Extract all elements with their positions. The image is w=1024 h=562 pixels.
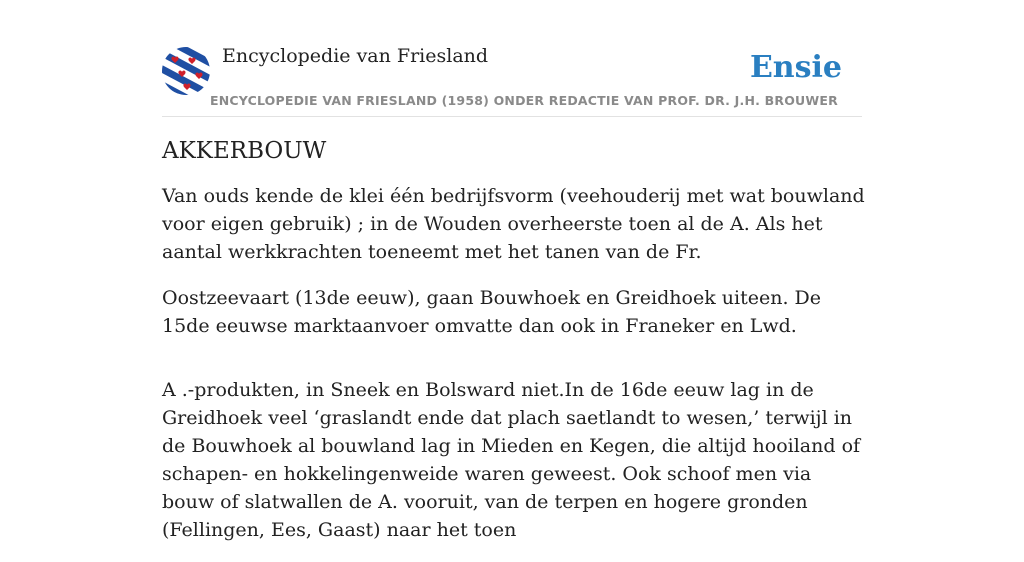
article-paragraph: Oostzeevaart (13de eeuw), gaan Bouwhoek en Greidhoek uiteen. De 15de eeuwse marktaanvoer omvatte dan ook in Franeker en Lwd. — [162, 287, 821, 337]
friesland-flag-logo-icon[interactable] — [162, 47, 210, 95]
site-title[interactable]: Encyclopedie van Friesland — [222, 45, 489, 67]
header — [162, 40, 862, 117]
site-subtitle: ENCYCLOPEDIE VAN FRIESLAND (1958) ONDER REDACTIE VAN PROF. DR. J.H. BROUWER — [210, 93, 838, 108]
article-paragraph: A .-produkten, in Sneek en Bolsward niet.In de 16de eeuw lag in de Greidhoek veel ‘graslandt ende dat plach saetlandt to wesen,’ terwijl in de Bouwhoek al bouwland lag in Mieden en Kegen, die altijd hooiland of schapen- en hokkelingenweide waren geweest. Ook schoof men via bouw of slatwallen de A. vooruit, van de terpen en hogere gronden (Fellingen, Ees, Gaast) naar het toen — [162, 379, 861, 541]
article-title: AKKERBOUW — [162, 138, 327, 164]
article — [162, 138, 867, 562]
article-paragraph: Van ouds kende de klei één bedrijfsvorm (veehouderij met wat bouwland voor eigen gebruik) ; in de Wouden overheerste toen al de A. Als het aantal werkkrachten toeneemt met het tanen van de Fr. — [162, 185, 865, 263]
ensie-brand-logo[interactable]: Ensie — [749, 50, 842, 85]
